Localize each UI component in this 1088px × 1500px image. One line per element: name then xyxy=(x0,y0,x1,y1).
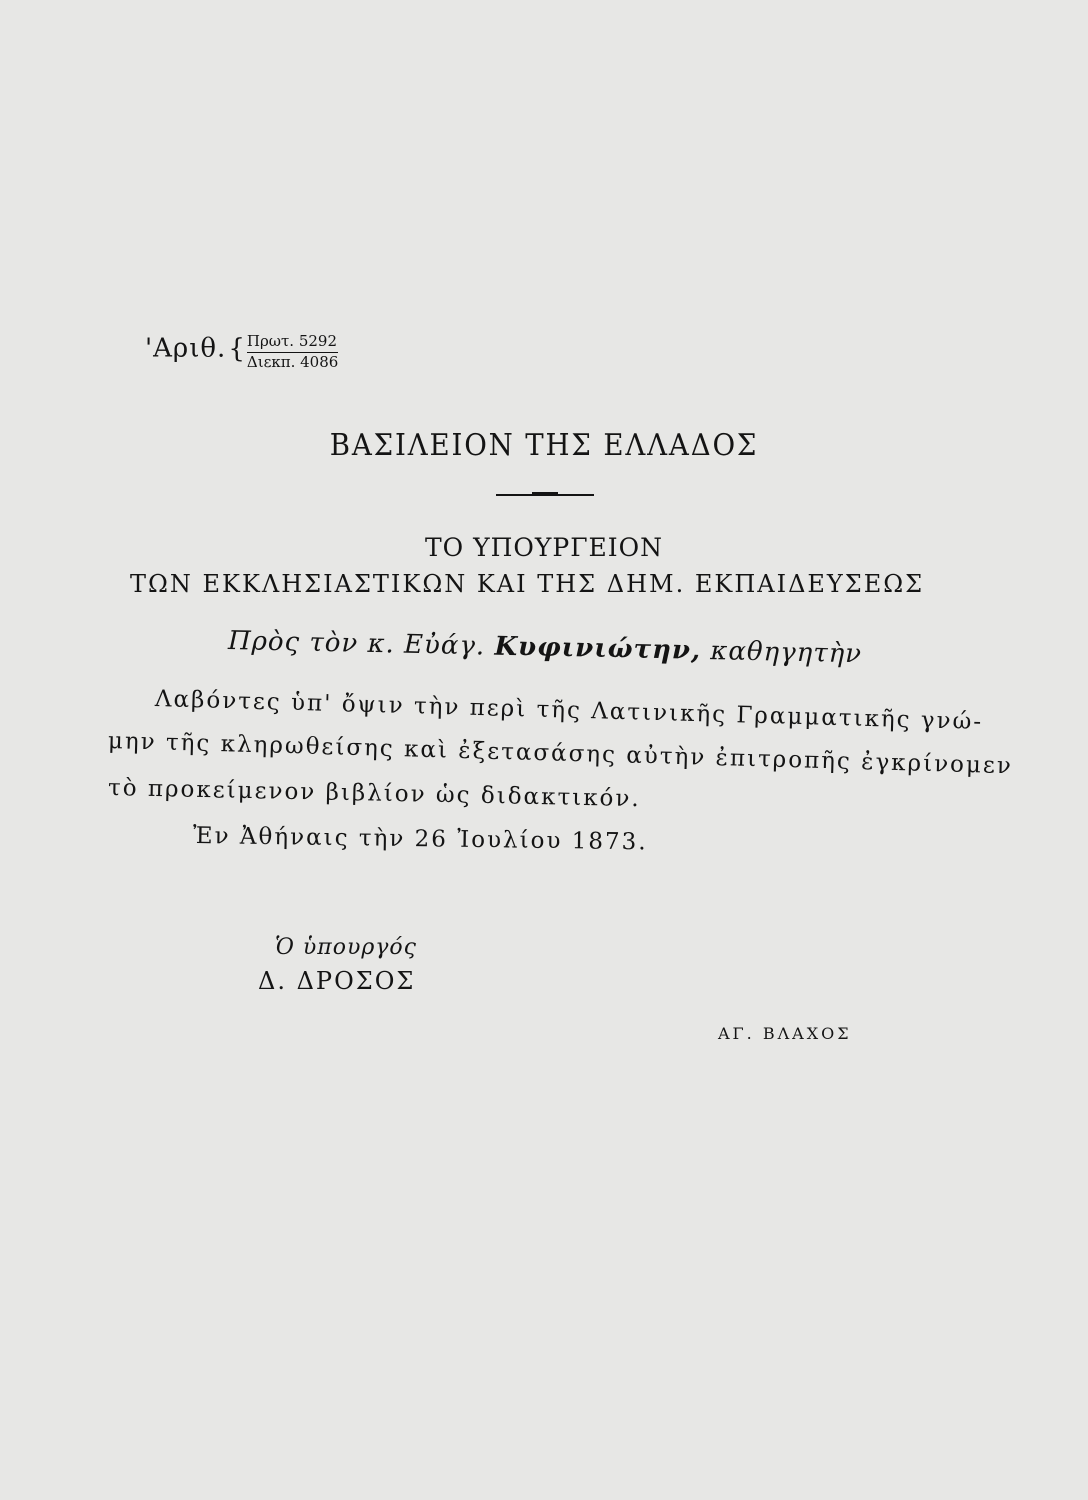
minister-signature: Δ. ΔΡΟΣΟΣ xyxy=(258,967,416,995)
reference-brace: { xyxy=(228,333,245,364)
body-line-3: τὸ προκείμενον βιβλίον ὡς διδακτικόν. xyxy=(107,775,641,813)
ministry-line-2: ΤΩΝ ΕΚΚΛΗΣΙΑΣΤΙΚΩΝ ΚΑΙ ΤΗΣ ΔΗΜ. ΕΚΠΑΙΔΕΥΣΕΩΣ xyxy=(130,570,925,598)
reference-label: 'Αριθ. xyxy=(145,333,227,364)
addressee-suffix: καθηγητὴν xyxy=(710,636,863,670)
title-divider-center xyxy=(532,492,558,496)
minister-title: Ὁ ὑπουργός xyxy=(275,935,417,960)
secretary-signature: ΑΓ. ΒΛΑΧΟΣ xyxy=(718,1024,852,1043)
kingdom-title: ΒΑΣΙΛΕΙΟΝ ΤΗΣ ΕΛΛΑΔΟΣ xyxy=(329,428,759,463)
reference-numbers xyxy=(247,332,338,372)
addressee-line xyxy=(228,626,863,669)
body-line-2: μην τῆς κληρωθείσης καὶ ἐξετασάσης αὐτὴν ἐπιτροπῆς ἐγκρίνομεν xyxy=(107,728,1014,780)
body-line-1: Λαβόντες ὑπ' ὄψιν τὴν περὶ τῆς Λατινικῆς Γραμματικῆς γνώ- xyxy=(154,686,984,736)
addressee-name: Κυφινιώτην, xyxy=(494,631,702,666)
protocol-number: Πρωτ. 5292 xyxy=(247,332,338,353)
ministry-line-1: ΤΟ ΥΠΟΥΡΓΕΙΟΝ xyxy=(424,533,664,562)
dispatch-number: Διεκπ. 4086 xyxy=(246,353,339,371)
reference-number xyxy=(145,332,338,372)
date-line: Ἐν Ἀθήναις τὴν 26 Ἰουλίου 1873. xyxy=(192,823,648,856)
addressee-prefix: Πρὸς τὸν κ. Εὐάγ. xyxy=(227,626,486,662)
